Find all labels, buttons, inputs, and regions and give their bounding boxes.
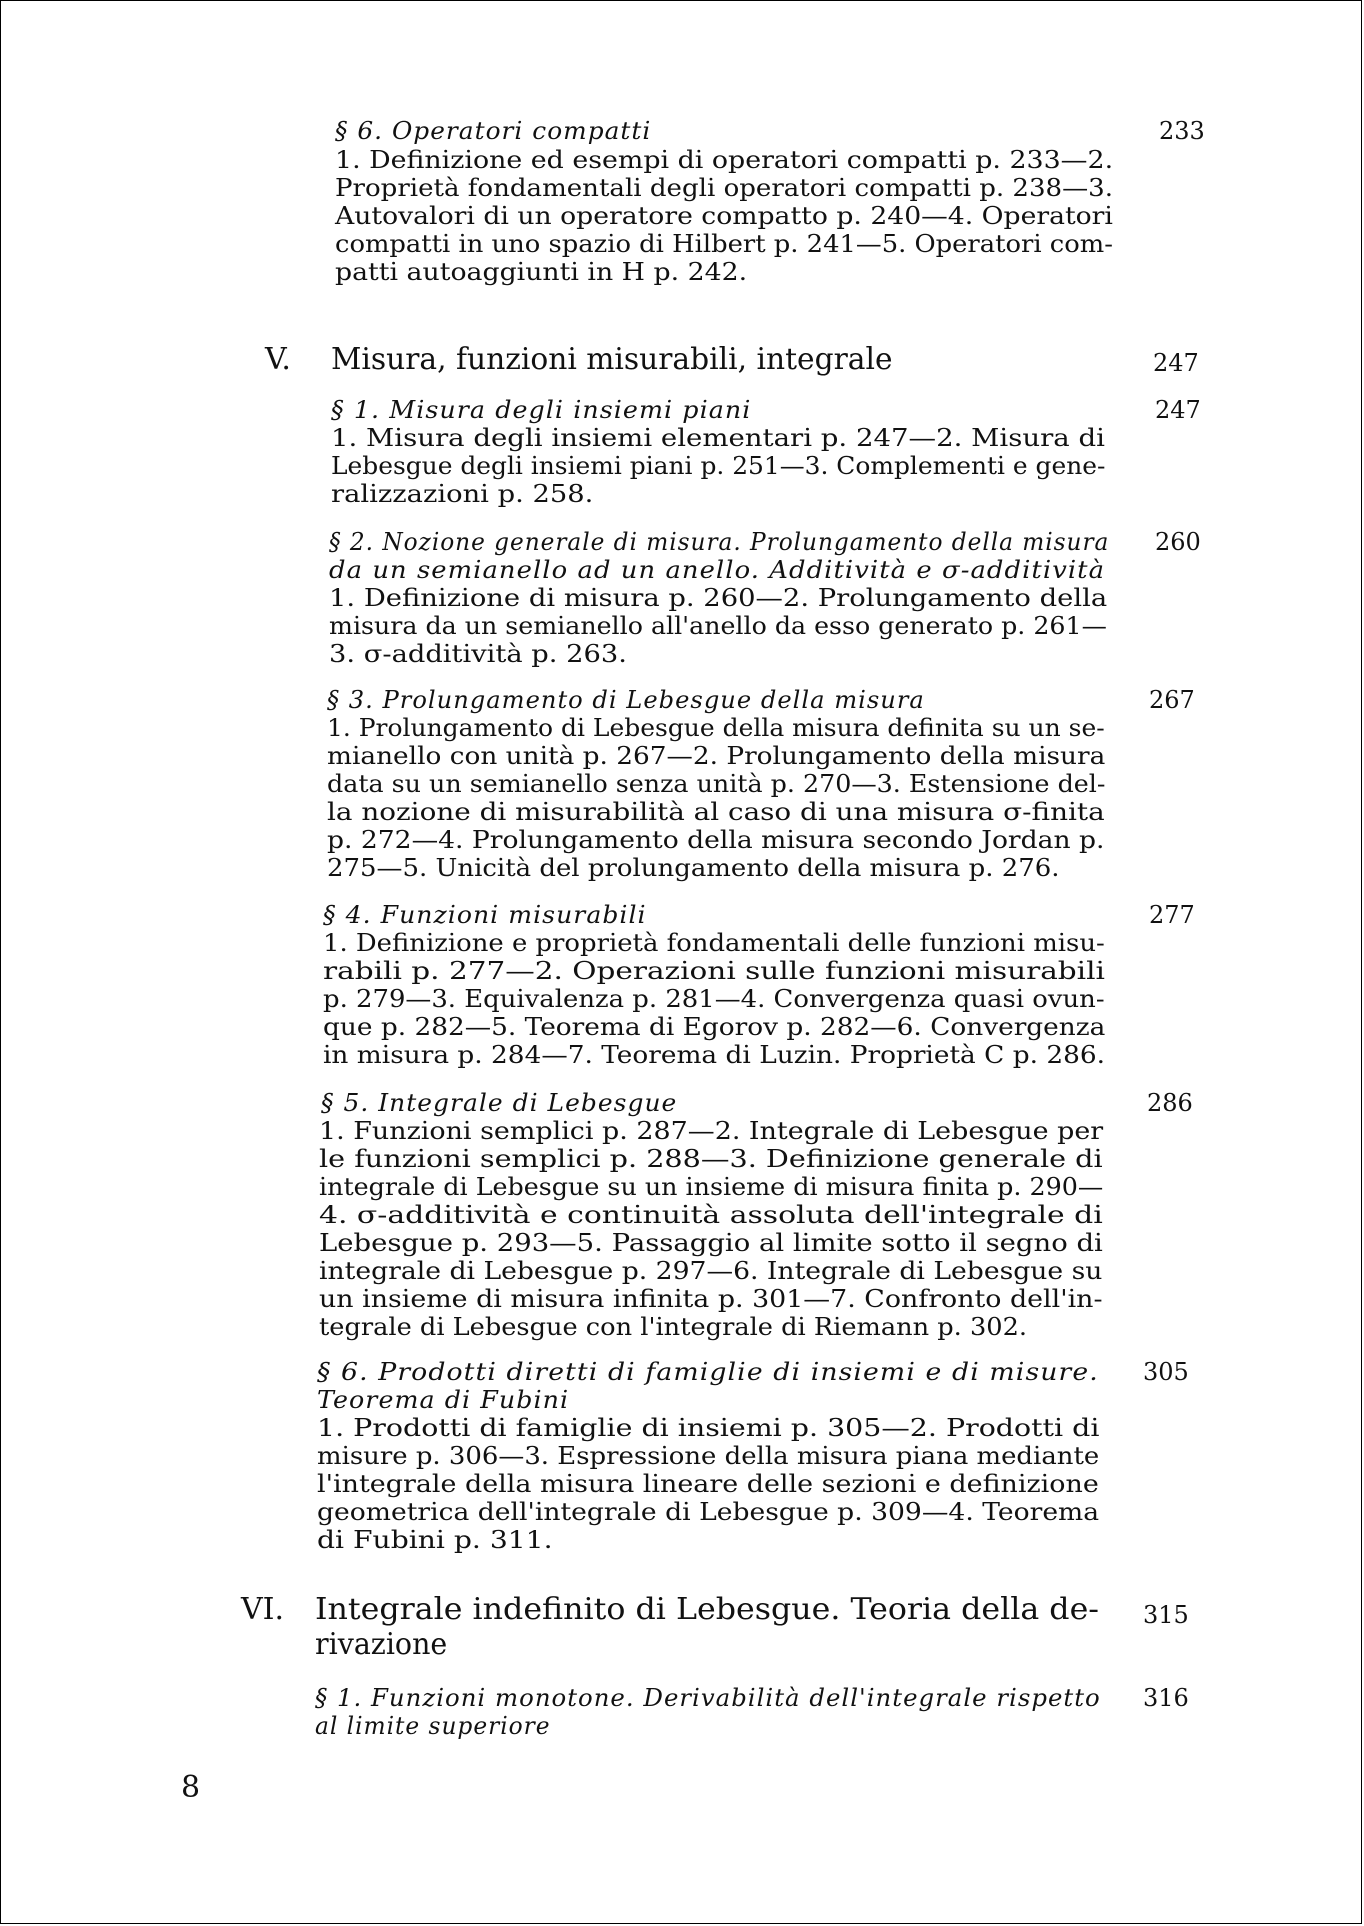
section-body-line: rabili p. 277—2. Operazioni sulle funzioni misurabili (323, 957, 1106, 985)
section-body-line: integrale di Lebesgue p. 297—6. Integrale di Lebesgue su (319, 1257, 1103, 1285)
chapter-title: Misura, funzioni misurabili, integrale (331, 342, 893, 377)
section-body-line: patti autoaggiunti in H p. 242. (335, 258, 748, 286)
section-body-line: geometrica dell'integrale di Lebesgue p. 309—4. Teorema (317, 1498, 1100, 1526)
section-body-line: 1. Misura degli insiemi elementari p. 247—2. Misura di (331, 424, 1105, 452)
section-body-line: p. 272—4. Prolungamento della misura secondo Jordan p. (327, 826, 1105, 854)
section-body-line: ralizzazioni p. 258. (331, 480, 594, 508)
section-page-number: 233 (1159, 117, 1205, 145)
page-number: 8 (181, 1770, 201, 1805)
section-body-line: l'integrale della misura lineare delle sezioni e definizione (317, 1470, 1099, 1498)
section-body-line: 1. Prolungamento di Lebesgue della misura definita su un se- (327, 714, 1105, 742)
section-title: § 3. Prolungamento di Lebesgue della misura (327, 686, 925, 714)
section-body-line: compatti in uno spazio di Hilbert p. 241—5. Operatori com- (335, 230, 1113, 258)
section-body-line: 1. Definizione ed esempi di operatori compatti p. 233—2. (335, 146, 1114, 174)
section-body-line: 1. Prodotti di famiglie di insiemi p. 305—2. Prodotti di (317, 1414, 1100, 1442)
section-body-line: Lebesgue p. 293—5. Passaggio al limite sotto il segno di (319, 1229, 1103, 1257)
chapter-title-line: rivazione (315, 1627, 448, 1662)
section-body-line: p. 279—3. Equivalenza p. 281—4. Convergenza quasi ovun- (323, 985, 1105, 1013)
section-body-line: 1. Funzioni semplici p. 287—2. Integrale di Lebesgue per (319, 1117, 1104, 1145)
section-body-line: misura da un semianello all'anello da esso generato p. 261— (329, 612, 1107, 640)
section-body-line: di Fubini p. 311. (317, 1526, 553, 1554)
section-body-line: misure p. 306—3. Espressione della misura piana mediante (317, 1442, 1100, 1470)
section-body-line: data su un semianello senza unità p. 270—3. Estensione del- (327, 770, 1106, 798)
section-body-line: Proprietà fondamentali degli operatori compatti p. 238—3. (335, 174, 1114, 202)
section-body-line: 3. σ-additività p. 263. (329, 640, 627, 668)
section-title-line: § 1. Funzioni monotone. Derivabilità dell'integrale rispetto (315, 1684, 1101, 1712)
section-title-line: al limite superiore (315, 1712, 551, 1740)
section-body-line: in misura p. 284—7. Teorema di Luzin. Proprietà C p. 286. (323, 1041, 1106, 1069)
section-page-number: 277 (1149, 901, 1195, 929)
section-page-number: 316 (1143, 1684, 1189, 1712)
chapter-page-number: 247 (1153, 349, 1199, 377)
section-body-line: Autovalori di un operatore compatto p. 240—4. Operatori (335, 202, 1113, 230)
section-page-number: 247 (1155, 396, 1201, 424)
section-body-line: 1. Definizione di misura p. 260—2. Prolungamento della (329, 584, 1108, 612)
section-body-line: tegrale di Lebesgue con l'integrale di Riemann p. 302. (319, 1313, 1028, 1341)
chapter-numeral: VI. (241, 1592, 285, 1627)
chapter-title-line: Integrale indefinito di Lebesgue. Teoria della de- (315, 1592, 1099, 1627)
section-title-line: Teorema di Fubini (317, 1386, 570, 1414)
chapter-numeral: V. (265, 342, 291, 377)
section-body-line: 4. σ-additività e continuità assoluta dell'integrale di (319, 1201, 1103, 1229)
section-body-line: 275—5. Unicità del prolungamento della misura p. 276. (327, 854, 1060, 882)
section-body-line: integrale di Lebesgue su un insieme di misura finita p. 290— (319, 1173, 1104, 1201)
chapter-page-number: 315 (1143, 1601, 1189, 1629)
section-body-line: la nozione di misurabilità al caso di una misura σ-finita (327, 798, 1105, 826)
section-page-number: 286 (1147, 1089, 1193, 1117)
section-body-line: un insieme di misura infinita p. 301—7. Confronto dell'in- (319, 1285, 1103, 1313)
section-title: § 5. Integrale di Lebesgue (321, 1089, 678, 1117)
section-title: § 4. Funzioni misurabili (323, 901, 647, 929)
section-title: § 1. Misura degli insiemi piani (331, 396, 752, 424)
section-body-line: le funzioni semplici p. 288—3. Definizione generale di (319, 1145, 1103, 1173)
section-body-line: que p. 282—5. Teorema di Egorov p. 282—6. Convergenza (323, 1013, 1106, 1041)
section-page-number: 267 (1149, 686, 1195, 714)
section-title: § 6. Operatori compatti (335, 117, 652, 145)
section-body-line: Lebesgue degli insiemi piani p. 251—3. Complementi e gene- (331, 452, 1106, 480)
section-title-line: § 6. Prodotti diretti di famiglie di insiemi e di misure. (317, 1358, 1099, 1386)
section-body-line: 1. Definizione e proprietà fondamentali delle funzioni misu- (323, 929, 1105, 957)
section-page-number: 260 (1155, 528, 1201, 556)
section-title-line: § 2. Nozione generale di misura. Prolungamento della misura (329, 528, 1110, 556)
section-title-line: da un semianello ad un anello. Additività e σ-additività (329, 556, 1106, 584)
section-body-line: mianello con unità p. 267—2. Prolungamento della misura (327, 742, 1106, 770)
section-page-number: 305 (1143, 1358, 1189, 1386)
